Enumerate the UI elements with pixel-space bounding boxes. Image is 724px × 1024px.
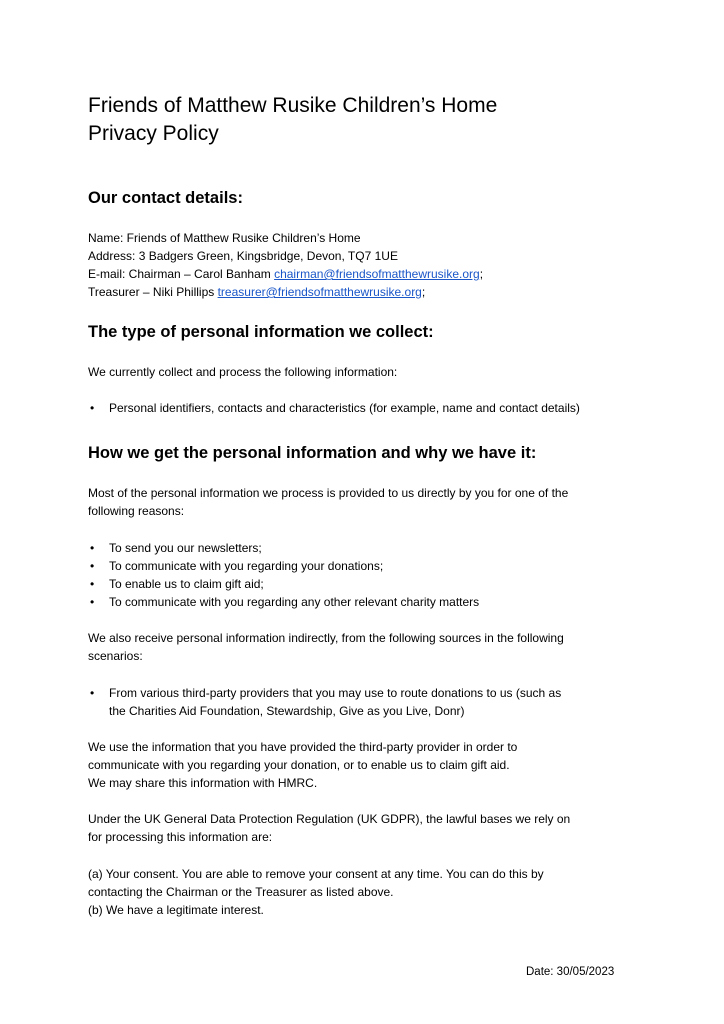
types-list [88, 399, 688, 417]
contact-name: Name: Friends of Matthew Rusike Children’s Home [88, 231, 361, 245]
contact-email-prefix: E-mail: Chairman – Carol Banham [88, 267, 275, 281]
basis-b-line: (b) We have a legitimate interest. [88, 903, 264, 917]
sources-list [88, 684, 688, 720]
list-item [88, 399, 688, 417]
contact-heading: Our contact details: [88, 189, 243, 207]
bullet-glyph: • [90, 401, 95, 415]
how-heading: How we get the personal information and why we have it: [88, 444, 537, 462]
list-item-text: To send you our newsletters; [109, 541, 262, 555]
list-item-text: From various third-party providers that you may use to route donations to us (such as [109, 686, 562, 700]
use-paragraph [88, 738, 648, 792]
bullet-glyph: • [90, 686, 95, 700]
chairman-email-link[interactable]: chairman@friendsofmatthewrusike.org [274, 267, 480, 281]
bullet-glyph: • [90, 595, 95, 609]
basis-a-line: contacting the Chairman or the Treasurer as listed above. [88, 885, 394, 899]
gdpr-paragraph-line: Under the UK General Data Protection Regulation (UK GDPR), the lawful bases we rely on [88, 812, 571, 826]
treasurer-line [88, 283, 648, 301]
basis-a-line: (a) Your consent. You are able to remove your consent at any time. You can do this by [88, 867, 544, 881]
use-paragraph-line: communicate with you regarding your donation, or to enable us to claim gift aid. [88, 758, 510, 772]
indirect-intro-line: We also receive personal information indirectly, from the following sources in the following [88, 631, 564, 645]
list-item [88, 539, 688, 557]
title-line-policy: Privacy Policy [88, 122, 219, 145]
list-item-text: To communicate with you regarding your donations; [109, 559, 384, 573]
use-paragraph-line: We may share this information with HMRC. [88, 776, 318, 790]
how-intro-line: Most of the personal information we process is provided to us directly by you for one of the [88, 486, 569, 500]
how-intro [88, 484, 648, 520]
list-item-text: To communicate with you regarding any other relevant charity matters [109, 595, 480, 609]
types-intro: We currently collect and process the following information: [88, 365, 398, 379]
contact-address: Address: 3 Badgers Green, Kingsbridge, Devon, TQ7 1UE [88, 249, 398, 263]
treasurer-email-link[interactable]: treasurer@friendsofmatthewrusike.org [217, 285, 422, 299]
list-item [88, 593, 688, 611]
list-item [88, 575, 688, 593]
list-item [88, 684, 688, 720]
treasurer-suffix: ; [421, 285, 426, 299]
types-heading: The type of personal information we collect: [88, 323, 434, 341]
bullet-glyph: • [90, 541, 95, 555]
list-item-text: To enable us to claim gift aid; [109, 577, 264, 591]
list-item-text: Personal identifiers, contacts and characteristics (for example, name and contact details) [109, 401, 580, 415]
list-item [88, 557, 688, 575]
how-intro-line: following reasons: [88, 504, 185, 518]
indirect-intro [88, 629, 648, 665]
contact-email-line [88, 265, 648, 283]
bullet-glyph: • [90, 577, 95, 591]
contact-email-suffix: ; [479, 267, 484, 281]
gdpr-paragraph [88, 810, 648, 846]
indirect-intro-line: scenarios: [88, 649, 143, 663]
lawful-bases [88, 865, 648, 919]
contact-details [88, 229, 648, 301]
use-paragraph-line: We use the information that you have provided the third-party provider in order to [88, 740, 518, 754]
document-title [88, 92, 688, 148]
treasurer-prefix: Treasurer – Niki Phillips [88, 285, 218, 299]
gdpr-paragraph-line: for processing this information are: [88, 830, 273, 844]
bullet-glyph: • [90, 559, 95, 573]
list-item-text-continued: the Charities Aid Foundation, Stewardship, Give as you Live, Donr) [109, 704, 465, 718]
reasons-list [88, 539, 688, 611]
document-date: Date: 30/05/2023 [526, 966, 615, 978]
title-line-organisation: Friends of Matthew Rusike Children’s Home [88, 94, 498, 117]
